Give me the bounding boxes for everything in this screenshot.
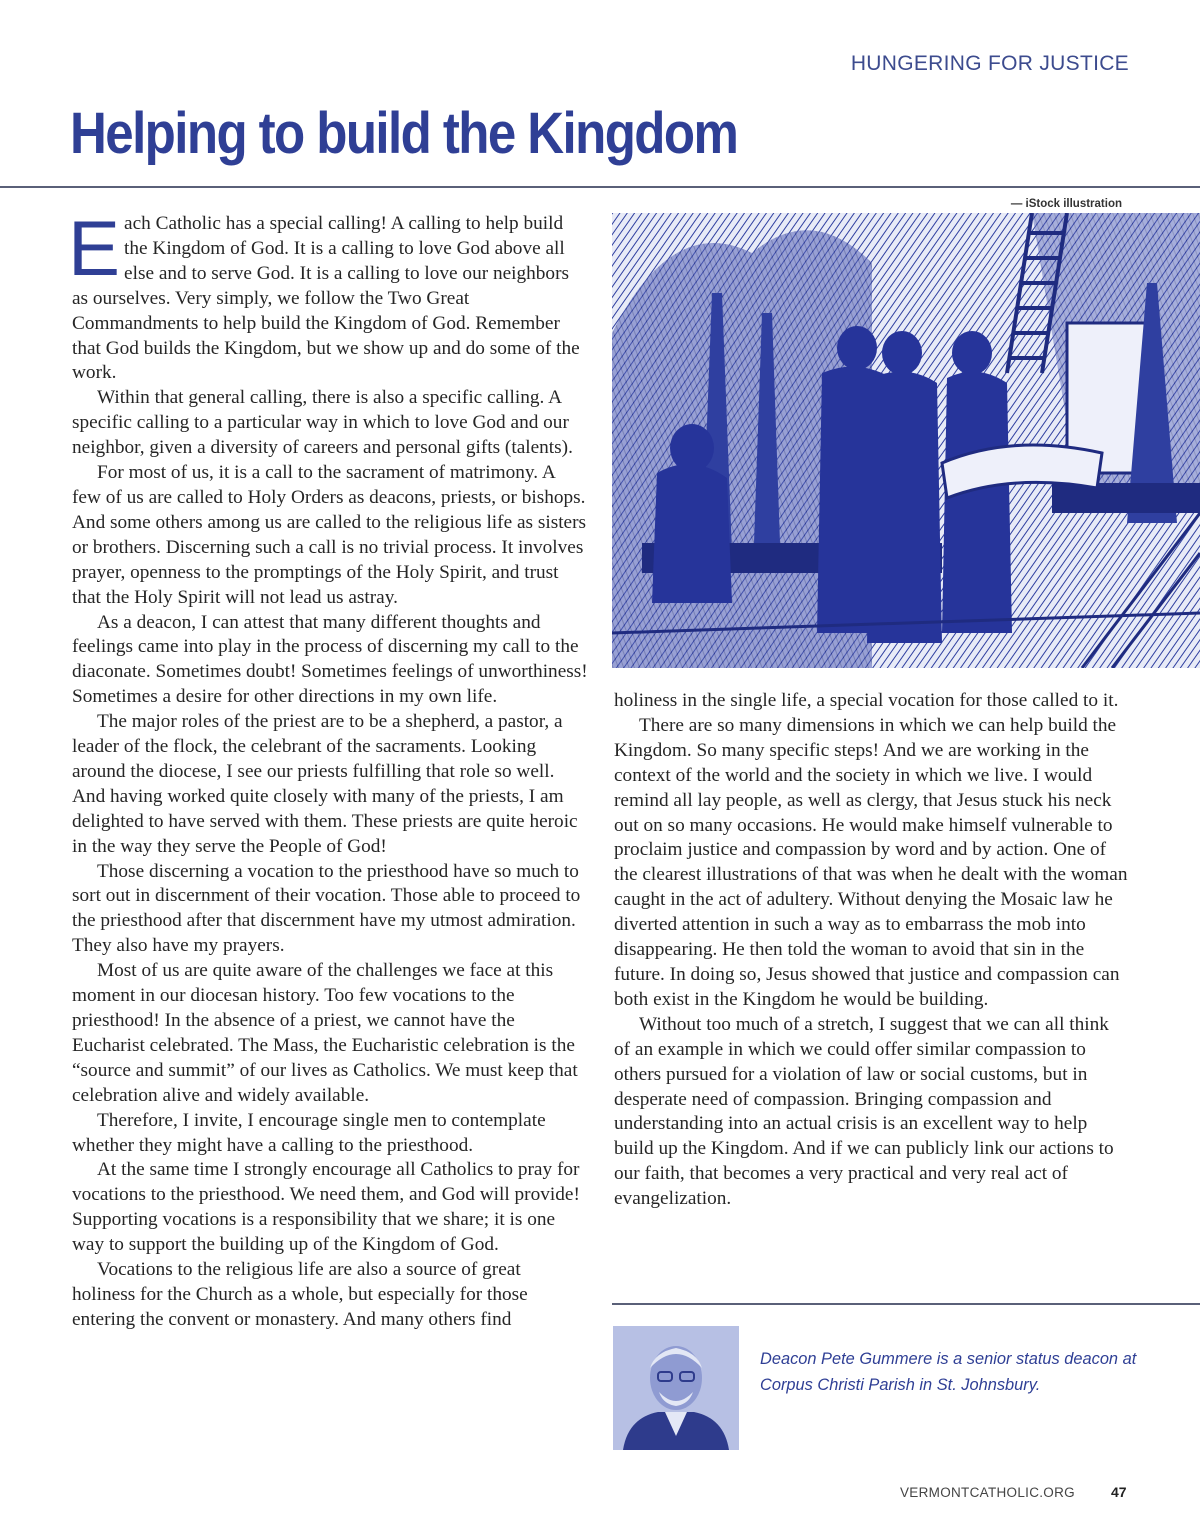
section-label: HUNGERING FOR JUSTICE <box>850 52 1129 75</box>
author-photo <box>613 1326 739 1450</box>
article-paragraph: Therefore, I invite, I encourage single men to contemplate whether they might have a calling to the priesthood. <box>72 1109 546 1156</box>
article-paragraph: As a deacon, I can attest that many different thoughts and feelings came into play in the process of discerning my call to the diaconate. Sometimes doubt! Sometimes feelings of unworthiness! Sometimes a desire for other directions in my own life. <box>72 611 588 708</box>
drop-cap: E <box>68 204 121 292</box>
page-number: 47 <box>1111 1484 1127 1500</box>
article-paragraph: Without too much of a stretch, I suggest that we can all think of an example in which we could offer similar compassion to others pursued for a violation of law or social customs, but in desperate need of compassion. Bringing compassion and understanding into an actual crisis is an excellent way to help build up the Kingdom. And if we can publicly link our actions to our faith, that becomes a very practical and very real act of evangelization. <box>614 1013 1114 1210</box>
article-first-paragraph <box>68 204 588 386</box>
article-continuation: holiness in the single life, a special vocation for those called to it. <box>614 690 1119 711</box>
article-paragraph: Within that general calling, there is also a specific calling. A specific calling to a particular way in which to love God and our neighbor, given a diversity of careers and personal gifts (talents). <box>72 387 573 459</box>
bio-divider <box>612 1303 1200 1305</box>
illustration-credit: — iStock illustration <box>1010 198 1122 210</box>
article-left-column <box>68 204 588 1333</box>
article-paragraph: The major roles of the priest are to be a shepherd, a pastor, a leader of the flock, the celebrant of the sacraments. Looking around the diocese, I see our priests fulfilling that role so well. And having worked quite closely with many of the priests, I am delighted to have served with them. These priests are quite heroic in the way they serve the People of God! <box>72 711 578 857</box>
footer-website: VERMONTCATHOLIC.ORG <box>900 1485 1075 1500</box>
title-divider <box>0 186 1200 188</box>
page-title: Helping to build the Kingdom <box>70 101 738 166</box>
article-paragraph: There are so many dimensions in which we can help build the Kingdom. So many specific steps! And we are working in the context of the world and the society in which we live. I would remind all lay people, as well as clergy, that Jesus stuck his neck out on so many occasions. He would make himself vulnerable to proclaim justice and compassion by word and by action. One of the clearest illustrations of that was when he dealt with the woman caught in the act of adultery. Without denying the Mosaic law he diverted attention in such a way as to embarrass the mob into disappearing. He then told the woman to avoid that sin in the future. In doing so, Jesus showed that justice and compassion can both exist in the Kingdom he would be building. <box>614 714 1128 1010</box>
article-paragraph: At the same time I strongly encourage all Catholics to pray for vocations to the priesthood. We need them, and God will provide! Supporting vocations is a responsibility that we share; it is one way to support the building up of the Kingdom of God. <box>72 1159 580 1256</box>
article-paragraph: For most of us, it is a call to the sacrament of matrimony. A few of us are called to Holy Orders as deacons, priests, or bishops. And some others among us are called to the religious life as sisters or brothers. Discerning such a call is no trivial process. It involves prayer, openness to the promptings of the Holy Spirit, and trust that the Holy Spirit will not lead us astray. <box>72 462 587 608</box>
first-paragraph-text: ach Catholic has a special calling! A calling to help build the Kingdom of God. It is a calling to love God above all else and to serve God. It is a calling to love our neighbors as ourselves. Very simply, we follow the Two Great Commandments to help build the Kingdom of God. Remember that God builds the Kingdom, but we show up and do some of the work. <box>72 213 580 384</box>
article-paragraph: Most of us are quite aware of the challenges we face at this moment in our diocesan history. Too few vocations to the priesthood! In the absence of a priest, we cannot have the Eucharist celebrated. The Mass, the Eucharistic celebration is the “source and summit” of our lives as Catholics. We must keep that celebration alive and widely available. <box>72 960 578 1106</box>
author-bio: Deacon Pete Gummere is a senior status deacon at Corpus Christi Parish in St. Johnsbury. <box>760 1350 1137 1394</box>
article-right-column <box>614 689 1128 1212</box>
article-paragraph: Those discerning a vocation to the priesthood have so much to sort out in discernment of their vocation. Those able to proceed to the priesthood after that discernment have my utmost admiration. They also have my prayers. <box>72 860 581 957</box>
workshop-illustration <box>612 213 1200 668</box>
article-paragraph: Vocations to the religious life are also a source of great holiness for the Church as a whole, but especially for those entering the convent or monastery. And many others find <box>72 1259 528 1330</box>
